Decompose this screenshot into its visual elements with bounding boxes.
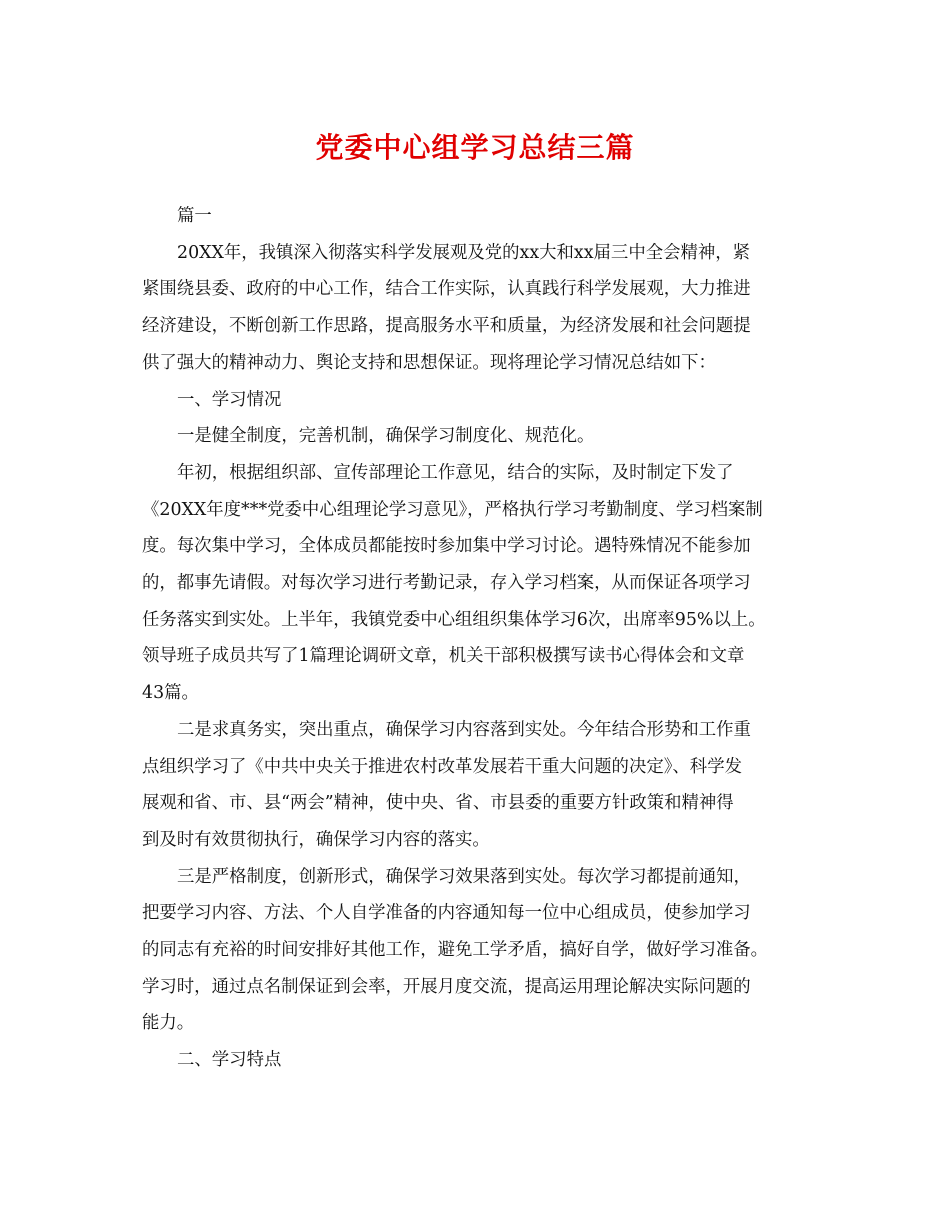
- text-line: 到及时有效贯彻执行，确保学习内容的落实。: [142, 829, 490, 850]
- text-line: 三是严格制度，创新形式，确保学习效果落到实处。每次学习都提前通知，: [177, 866, 751, 887]
- text-line: 把要学习内容、方法、个人自学准备的内容通知每一位中心组成员，使参加学习: [142, 903, 751, 924]
- document-title: 党委中心组学习总结三篇: [315, 131, 635, 164]
- text-line: 能力。: [142, 1013, 195, 1034]
- text-line: 领导班子成员共写了1篇理论调研文章，机关干部积极撰写读书心得体会和文章: [142, 646, 745, 667]
- text-line: 供了强大的精神动力、舆论支持和思想保证。现将理论学习情况总结如下：: [142, 352, 716, 373]
- text-line: 经济建设，不断创新工作思路，提高服务水平和质量，为经济发展和社会问题提: [142, 316, 751, 337]
- text-line: 二是求真务实，突出重点，确保学习内容落到实处。今年结合形势和工作重: [177, 719, 751, 740]
- text-line: 的同志有充裕的时间安排好其他工作，避免工学矛盾，搞好自学，做好学习准备。: [142, 940, 769, 961]
- text-line: 学习时，通过点名制保证到会率，开展月度交流，提高运用理论解决实际问题的: [142, 976, 751, 997]
- text-line: 二、学习特点: [177, 1050, 282, 1071]
- text-line: 一、学习情况: [177, 389, 282, 410]
- text-line: 43篇。: [142, 683, 199, 704]
- text-line: 年初，根据组织部、宣传部理论工作意见，结合的实际，及时制定下发了: [177, 462, 734, 483]
- document-body: [142, 198, 810, 1079]
- text-line: 篇一: [177, 206, 212, 226]
- text-line: 紧围绕县委、政府的中心工作，结合工作实际，认真践行科学发展观，大力推进: [142, 279, 751, 300]
- text-line: 20XX年，我镇深入彻落实科学发展观及党的xx大和xx届三中全会精神，紧: [177, 242, 751, 263]
- text-line: 的，都事先请假。对每次学习进行考勤记录，存入学习档案，从而保证各项学习: [142, 573, 751, 594]
- text-line: 点组织学习了《中共中央关于推进农村改革发展若干重大问题的决定》、科学发: [142, 756, 742, 777]
- text-line: 一是健全制度，完善机制，确保学习制度化、规范化。: [177, 426, 595, 447]
- text-line: 度。每次集中学习，全体成员都能按时参加集中学习讨论。遇特殊情况不能参加: [142, 536, 751, 557]
- text-line: 《20XX年度***党委中心组理论学习意见》，严格执行学习考勤制度、学习档案制: [142, 499, 763, 520]
- text-line: 任务落实到实处。上半年，我镇党委中心组组织集体学习6次，出席率95%以上。: [142, 609, 766, 630]
- text-line: 展观和省、市、县“两会”精神，使中央、省、市县委的重要方针政策和精神得: [142, 793, 734, 814]
